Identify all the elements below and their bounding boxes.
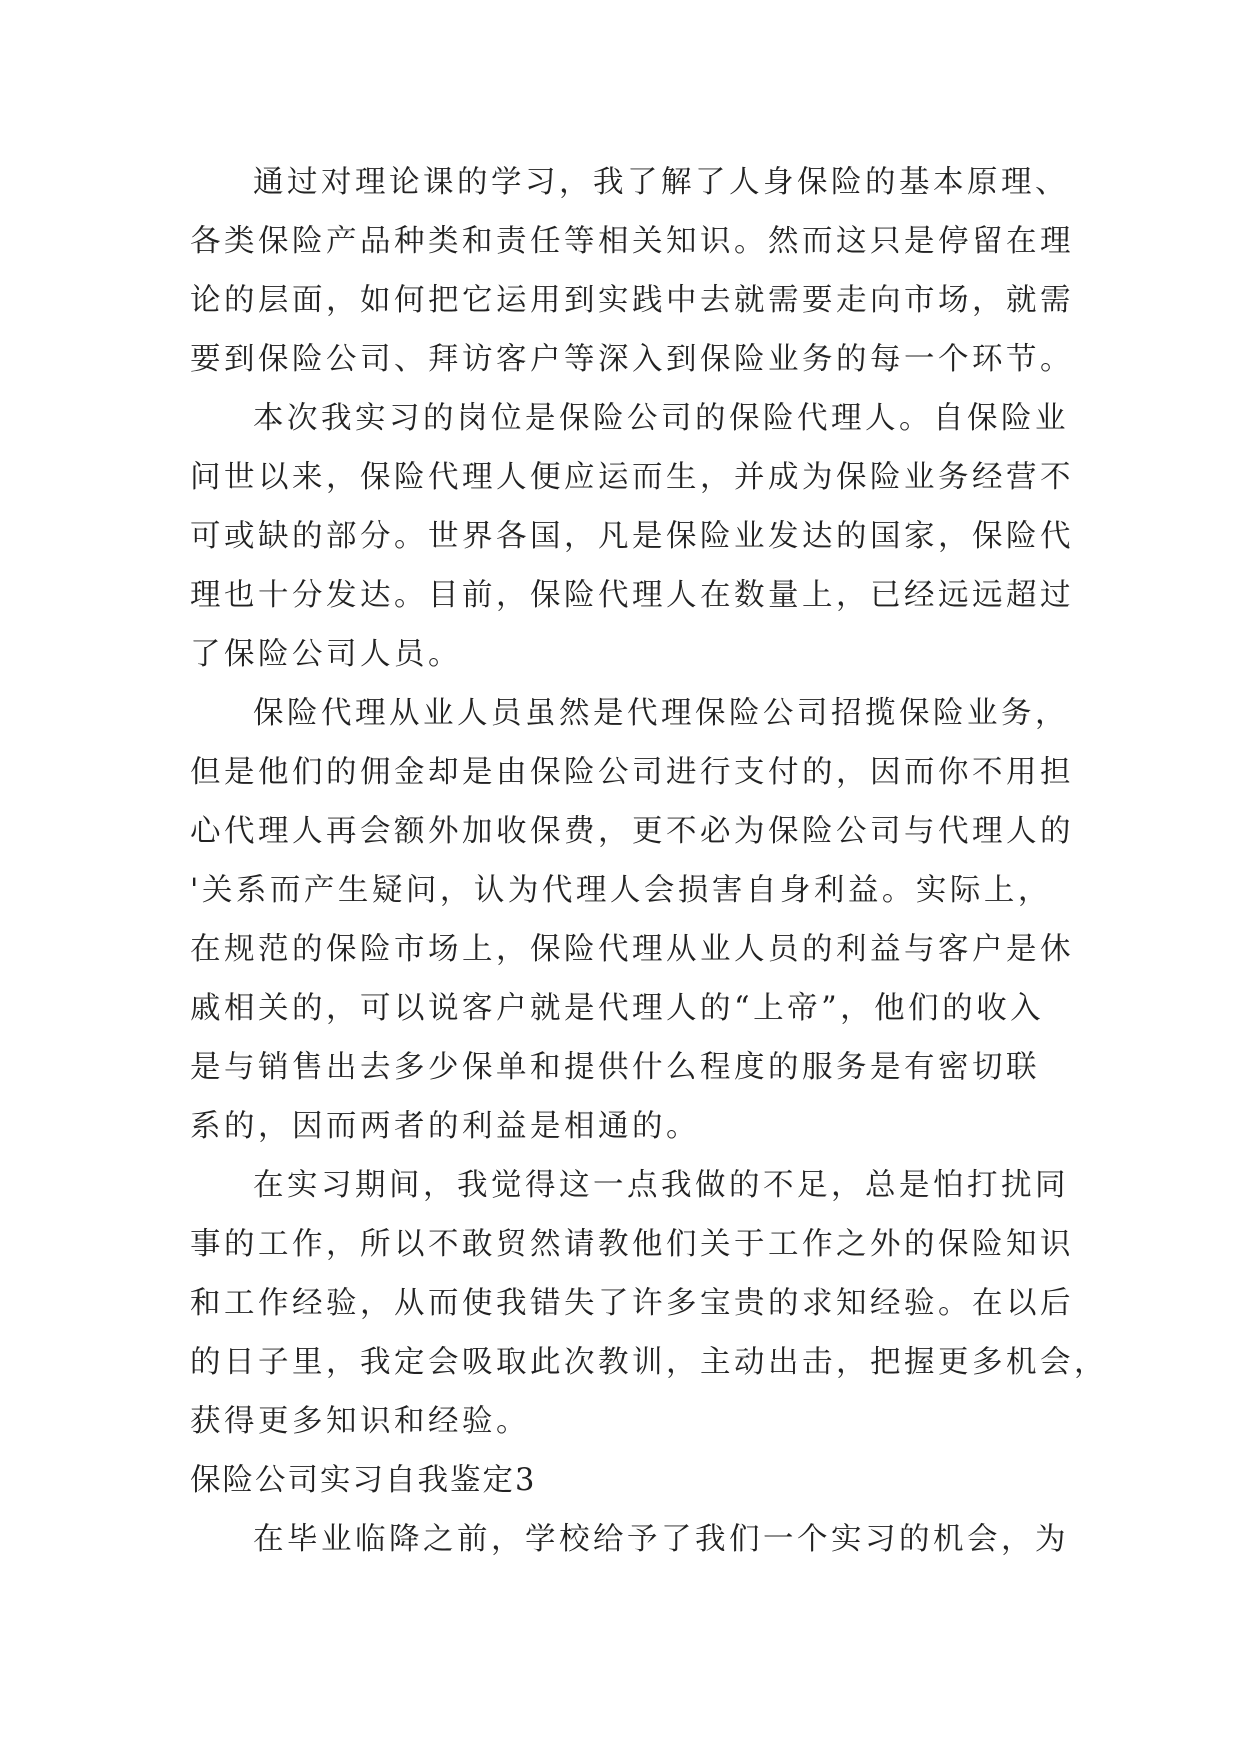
paragraph-line: 问世以来，保险代理人便应运而生，并成为保险业务经营不 [190,460,1074,495]
paragraph-line: 系的，因而两者的利益是相通的。 [190,1109,700,1144]
paragraph-line: 但是他们的佣金却是由保险公司进行支付的，因而你不用担 [190,755,1074,790]
paragraph-line: 在实习期间，我觉得这一点我做的不足，总是怕打扰同 [253,1168,1069,1203]
paragraph-line: 和工作经验，从而使我错失了许多宝贵的求知经验。在以后 [190,1286,1074,1321]
paragraph-line: 在规范的保险市场上，保险代理从业人员的利益与客户是休 [190,932,1074,967]
paragraph-line: 保险代理从业人员虽然是代理保险公司招揽保险业务， [253,696,1069,731]
paragraph-line: 心代理人再会额外加收保费，更不必为保险公司与代理人的 [190,814,1074,849]
paragraph-line: 可或缺的部分。世界各国，凡是保险业发达的国家，保险代 [190,519,1074,554]
paragraph-line: '关系而产生疑问，认为代理人会损害自身利益。实际上， [190,873,1052,908]
paragraph-line: 在毕业临降之前，学校给予了我们一个实习的机会，为 [253,1522,1069,1557]
paragraph-line: 戚相关的，可以说客户就是代理人的“上帝”，他们的收入 [190,991,1045,1026]
paragraph-line: 了保险公司人员。 [190,637,462,672]
paragraph-line: 是与销售出去多少保单和提供什么程度的服务是有密切联 [190,1050,1040,1085]
section-heading: 保险公司实习自我鉴定3 [190,1463,537,1498]
paragraph-line: 通过对理论课的学习，我了解了人身保险的基本原理、 [253,165,1069,200]
paragraph-line: 理也十分发达。目前，保险代理人在数量上，已经远远超过 [190,578,1074,613]
paragraph-line: 各类保险产品种类和责任等相关知识。然而这只是停留在理 [190,224,1074,259]
paragraph-line: 的日子里，我定会吸取此次教训，主动出击，把握更多机会， [190,1345,1108,1380]
paragraph-line: 事的工作，所以不敢贸然请教他们关于工作之外的保险知识 [190,1227,1074,1262]
paragraph-line: 论的层面，如何把它运用到实践中去就需要走向市场，就需 [190,283,1074,318]
paragraph-line: 要到保险公司、拜访客户等深入到保险业务的每一个环节。 [190,342,1074,377]
paragraph-line: 获得更多知识和经验。 [190,1404,530,1439]
paragraph-line: 本次我实习的岗位是保险公司的保险代理人。自保险业 [253,401,1069,436]
